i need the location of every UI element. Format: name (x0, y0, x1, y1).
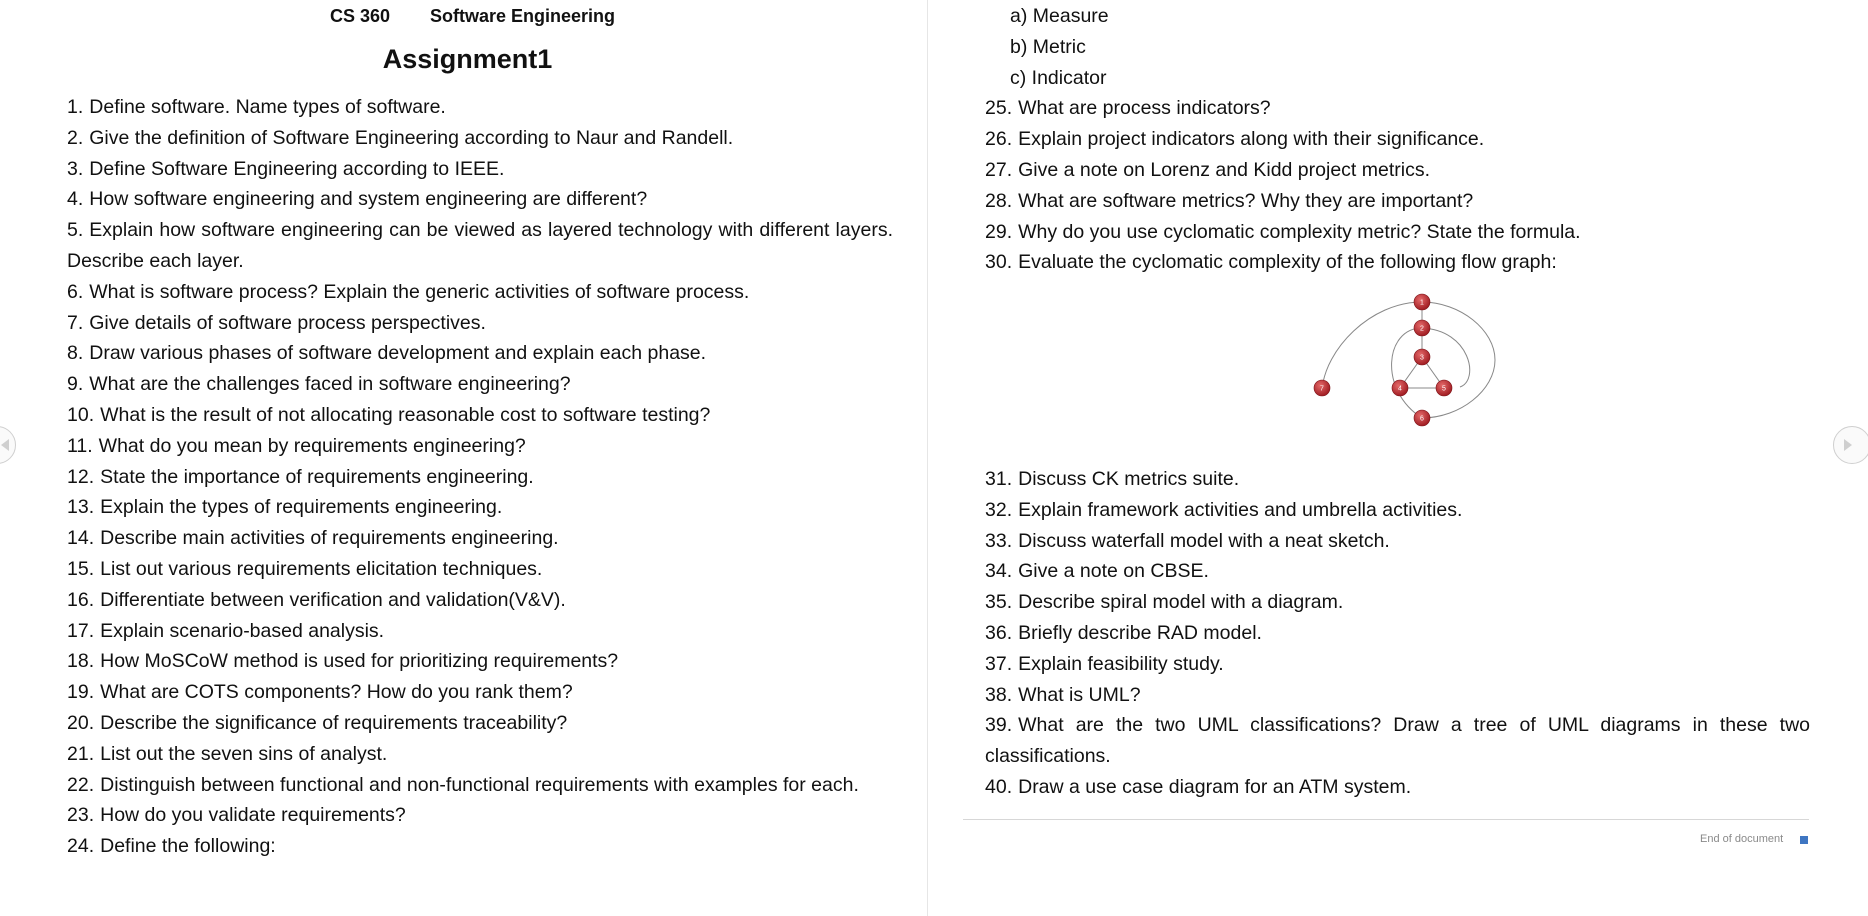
question-item (985, 464, 1810, 495)
edge-2-6 (1392, 325, 1424, 418)
question-number: 26. (985, 128, 1013, 151)
question-text: Draw various phases of software development and explain each phase. (89, 342, 707, 365)
chevron-left-icon (1, 439, 9, 451)
question-text: Define software. Name types of software. (89, 96, 446, 118)
question-text: Explain scenario-based analysis. (100, 619, 385, 642)
page-title: Assignment1 (382, 44, 553, 74)
flow-graph-node-7 (1314, 380, 1330, 396)
question-item (985, 217, 1800, 248)
flow-graph-node-1 (1414, 294, 1430, 310)
question-number: 10. (67, 403, 95, 426)
question-number: 36. (985, 621, 1013, 644)
question-text: Why do you use cyclomatic complexity metric? State the formula. (1018, 220, 1581, 243)
question-item (985, 556, 1810, 587)
question-text: Describe the significance of requirements traceability? (100, 711, 568, 734)
question-text: What is software process? Explain the generic activities of software process. (89, 280, 750, 303)
question-number: 21. (67, 742, 95, 765)
question-item (67, 770, 893, 801)
question-number: 5. (67, 219, 84, 242)
question-number: 37. (985, 652, 1013, 675)
question-item (67, 831, 893, 862)
question-number: 23. (67, 804, 95, 827)
question-text: Draw a use case diagram for an ATM system. (1018, 775, 1412, 798)
questions-left-list (67, 92, 893, 862)
question-item (67, 739, 893, 770)
question-text: Describe spiral model with a diagram. (1018, 591, 1344, 614)
question-text: Give details of software process perspectives. (89, 311, 486, 334)
flow-graph (1300, 290, 1510, 460)
question-number: 30. (985, 251, 1013, 274)
question-number: 39. (985, 714, 1013, 737)
questions-right-list-top (985, 1, 1800, 278)
question-item (67, 338, 893, 369)
question-text: State the importance of requirements engineering. (100, 465, 534, 488)
question-item (985, 526, 1810, 557)
question-item (985, 186, 1800, 217)
question-item (985, 680, 1810, 711)
question-number: 29. (985, 220, 1013, 243)
question-number: 20. (67, 711, 95, 734)
end-rule (963, 819, 1809, 820)
question-text: Evaluate the cyclomatic complexity of the following flow graph: (1018, 251, 1557, 274)
question-text: Define Software Engineering according to IEEE. (89, 157, 505, 180)
question-text: Distinguish between functional and non-functional requirements with examples for each. (100, 773, 859, 796)
question-number: 6. (67, 280, 84, 303)
question-text: What is the result of not allocating reasonable cost to software testing? (100, 403, 711, 426)
question-item (67, 400, 893, 431)
question-item (985, 495, 1810, 526)
question-item (67, 708, 893, 739)
question-number: 17. (67, 619, 95, 642)
question-number: 7. (67, 311, 84, 334)
question-item (67, 92, 893, 123)
question-text: Describe main activities of requirements engineering. (100, 527, 559, 550)
question-text: What are software metrics? Why they are important? (1018, 189, 1474, 212)
question-number: 32. (985, 498, 1013, 521)
question-text: Give a note on Lorenz and Kidd project metrics. (1018, 158, 1430, 181)
question-number: 25. (985, 97, 1013, 120)
question-number: 22. (67, 773, 95, 796)
question-item (985, 247, 1800, 278)
question-number: 1. (67, 96, 84, 118)
flow-graph-node-label: 2 (1420, 325, 1424, 333)
edge-1-6 (1420, 299, 1495, 418)
flow-graph-node-5 (1436, 380, 1452, 396)
question-item (985, 93, 1800, 124)
question-number: 18. (67, 650, 95, 673)
question-number: 11. (67, 434, 93, 457)
question-text: Give a note on CBSE. (1018, 560, 1209, 583)
question-text: Differentiate between verification and validation(V&V). (100, 588, 566, 611)
question-text: What are the challenges faced in software engineering? (89, 373, 571, 396)
question-number: 38. (985, 683, 1013, 706)
question-item (985, 772, 1810, 803)
flow-graph-node-4 (1392, 380, 1408, 396)
question-number: 40. (985, 775, 1013, 798)
course-header (330, 6, 615, 27)
end-marker-icon (1800, 836, 1808, 844)
question-item (67, 123, 893, 154)
question-text: Discuss CK metrics suite. (1018, 468, 1240, 490)
question-text: How MoSCoW method is used for prioritizing requirements? (100, 650, 619, 673)
question-text: Explain how software engineering can be viewed as layered technology with different layers. Describe each layer. (67, 219, 893, 272)
question-item (67, 585, 893, 616)
question-number: 2. (67, 126, 84, 149)
question-item (985, 155, 1800, 186)
question-item (985, 649, 1810, 680)
question-number: 13. (67, 496, 95, 519)
question-text: How do you validate requirements? (100, 804, 406, 827)
question-text: How software engineering and system engineering are different? (89, 188, 648, 211)
question-text: Explain framework activities and umbrella activities. (1018, 498, 1463, 521)
sub-item: c) Indicator (1010, 66, 1107, 89)
flow-graph-node-label: 5 (1442, 385, 1446, 393)
question-item (67, 215, 893, 277)
question-number: 34. (985, 560, 1013, 583)
question-item (985, 124, 1800, 155)
question-number: 19. (67, 681, 95, 704)
question-number: 31. (985, 468, 1013, 490)
question-item (67, 523, 893, 554)
question-item (67, 677, 893, 708)
question-item (67, 184, 893, 215)
flow-graph-node-label: 3 (1420, 354, 1424, 362)
edge-1-7 (1322, 299, 1424, 390)
question-number: 15. (67, 557, 95, 580)
flow-graph-node-6 (1414, 410, 1430, 426)
question-item (67, 800, 893, 831)
question-item (985, 587, 1810, 618)
question-item (985, 710, 1810, 772)
flow-graph-node-label: 1 (1420, 299, 1424, 307)
question-number: 28. (985, 189, 1013, 212)
question-text: List out the seven sins of analyst. (100, 742, 388, 765)
question-item (67, 369, 893, 400)
flow-graph-node-label: 6 (1420, 415, 1424, 423)
question-number: 33. (985, 529, 1013, 552)
question-item (67, 492, 893, 523)
question-item (67, 431, 893, 462)
question-text: What are the two UML classifications? Draw a tree of UML diagrams in these two classifications. (985, 714, 1810, 768)
question-number: 8. (67, 342, 84, 365)
question-text: What do you mean by requirements engineering? (98, 434, 526, 457)
question-number: 24. (67, 835, 95, 858)
question-text: What are process indicators? (1018, 97, 1271, 120)
course-subject: Software Engineering (430, 6, 616, 26)
questions-right-list-bottom (985, 464, 1810, 803)
course-code: CS 360 (330, 6, 391, 26)
question-text: Explain feasibility study. (1018, 652, 1224, 675)
next-page-button[interactable] (1833, 426, 1868, 464)
flow-graph-node-3 (1414, 349, 1430, 365)
question-text: List out various requirements elicitation techniques. (100, 557, 543, 580)
question-number: 4. (67, 188, 84, 211)
question-text: Discuss waterfall model with a neat sketch. (1018, 529, 1390, 552)
flow-graph-node-2 (1414, 320, 1430, 336)
question-text: Give the definition of Software Engineering according to Naur and Randell. (89, 126, 734, 149)
question-number: 12. (67, 465, 95, 488)
question-number: 27. (985, 158, 1013, 181)
question-number: 35. (985, 591, 1013, 614)
question-text: What are COTS components? How do you rank them? (100, 681, 573, 704)
question-number: 3. (67, 157, 84, 180)
question-text: What is UML? (1018, 683, 1141, 706)
flow-graph-node-label: 4 (1398, 385, 1402, 393)
question-item (67, 154, 893, 185)
question-text: Briefly describe RAD model. (1018, 621, 1262, 644)
question-number: 9. (67, 373, 84, 396)
question-text: Explain project indicators along with their significance. (1018, 128, 1485, 151)
end-of-document-label: End of document (1700, 833, 1784, 845)
question-number: 16. (67, 588, 95, 611)
question-item (67, 462, 893, 493)
question-item (67, 616, 893, 647)
question-text: Define the following: (100, 835, 276, 858)
question-item (67, 308, 893, 339)
sub-item: b) Metric (1010, 35, 1086, 58)
question-item (67, 277, 893, 308)
sub-item: a) Measure (1010, 5, 1109, 27)
chevron-right-icon (1844, 439, 1852, 451)
question-text: Explain the types of requirements engineering. (100, 496, 503, 519)
question-item (67, 554, 893, 585)
question-item (67, 646, 893, 677)
flow-graph-node-label: 7 (1320, 385, 1324, 393)
question-number: 14. (67, 527, 95, 550)
question-item (985, 618, 1810, 649)
